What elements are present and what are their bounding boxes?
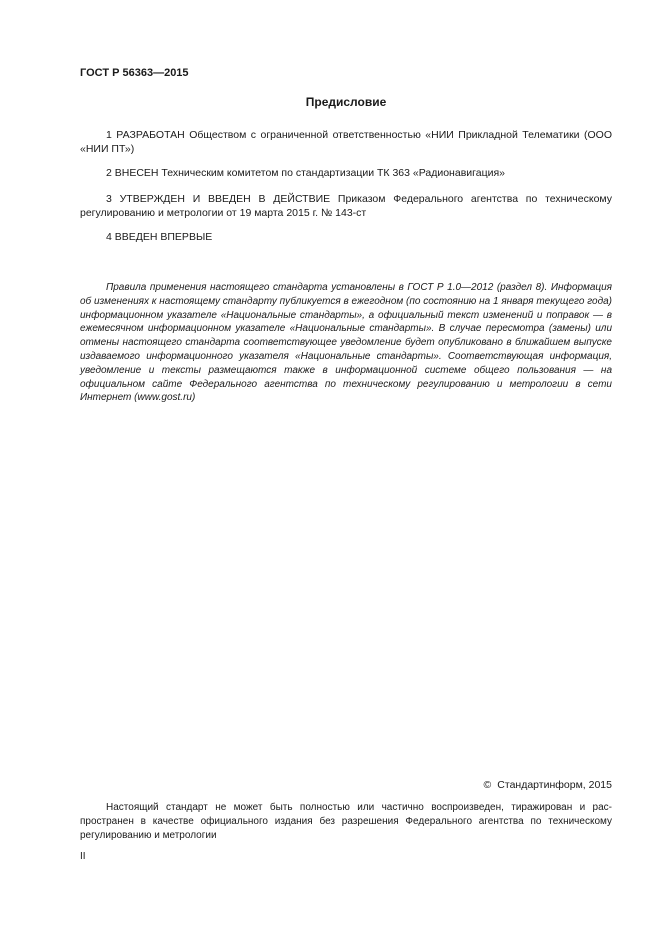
reproduction-notice: Настоящий стандарт не может быть полностью или частично воспроизведен, тиражирован и распространен в качестве официального издания без разрешения Федерального агентства по техническому регулированию и метрологии (80, 802, 612, 841)
foreword-item-developed: 1 РАЗРАБОТАН Обществом с ограниченной ответственностью «НИИ Прикладной Телематики (ООО «НИИ ПТ») (80, 129, 612, 155)
copyright-icon: © (483, 779, 492, 791)
application-rules-notice: Правила применения настоящего стандарта установлены в ГОСТ Р 1.0—2012 (раздел 8). Информация об изменениях к настоящему стандарту публикуется в ежегодном (по состоянию на 1 января текущего года) информационном указателе «Национальные стандарты», а официальный текст изменений и поправок — в ежемесячном информационном указателе «Национальные стандарты». В случае пересмотра (замены) или отмены настоящего стандарта соответствующее уведомление будет опубликовано в ближайшем выпуске издаваемого информационного указателя «Национальные стандарты». Соответствующая информация, уведомление и тексты размещаются также в информационной системе общего пользования — на официальном сайте Федерального агентства по техническому регулированию и метрологии в сети Интернет (www.gost.ru) (80, 282, 612, 404)
foreword-item-approved: 3 УТВЕРЖДЕН И ВВЕДЕН В ДЕЙСТВИЕ Приказом Федерального агентства по техническому регулированию и метрологии от 19 марта 2015 г. № 143-ст (80, 193, 612, 219)
standard-code-header: ГОСТ Р 56363—2015 (80, 67, 189, 79)
copyright-line (484, 779, 612, 791)
foreword-item-first-introduced: 4 ВВЕДЕН ВПЕРВЫЕ (106, 231, 213, 243)
copyright-text: Стандартинформ, 2015 (497, 779, 612, 791)
page-number: II (80, 851, 86, 862)
page-title: Предисловие (305, 95, 387, 109)
foreword-item-submitted: 2 ВНЕСЕН Техническим комитетом по стандартизации ТК 363 «Радионавигация» (106, 167, 505, 179)
